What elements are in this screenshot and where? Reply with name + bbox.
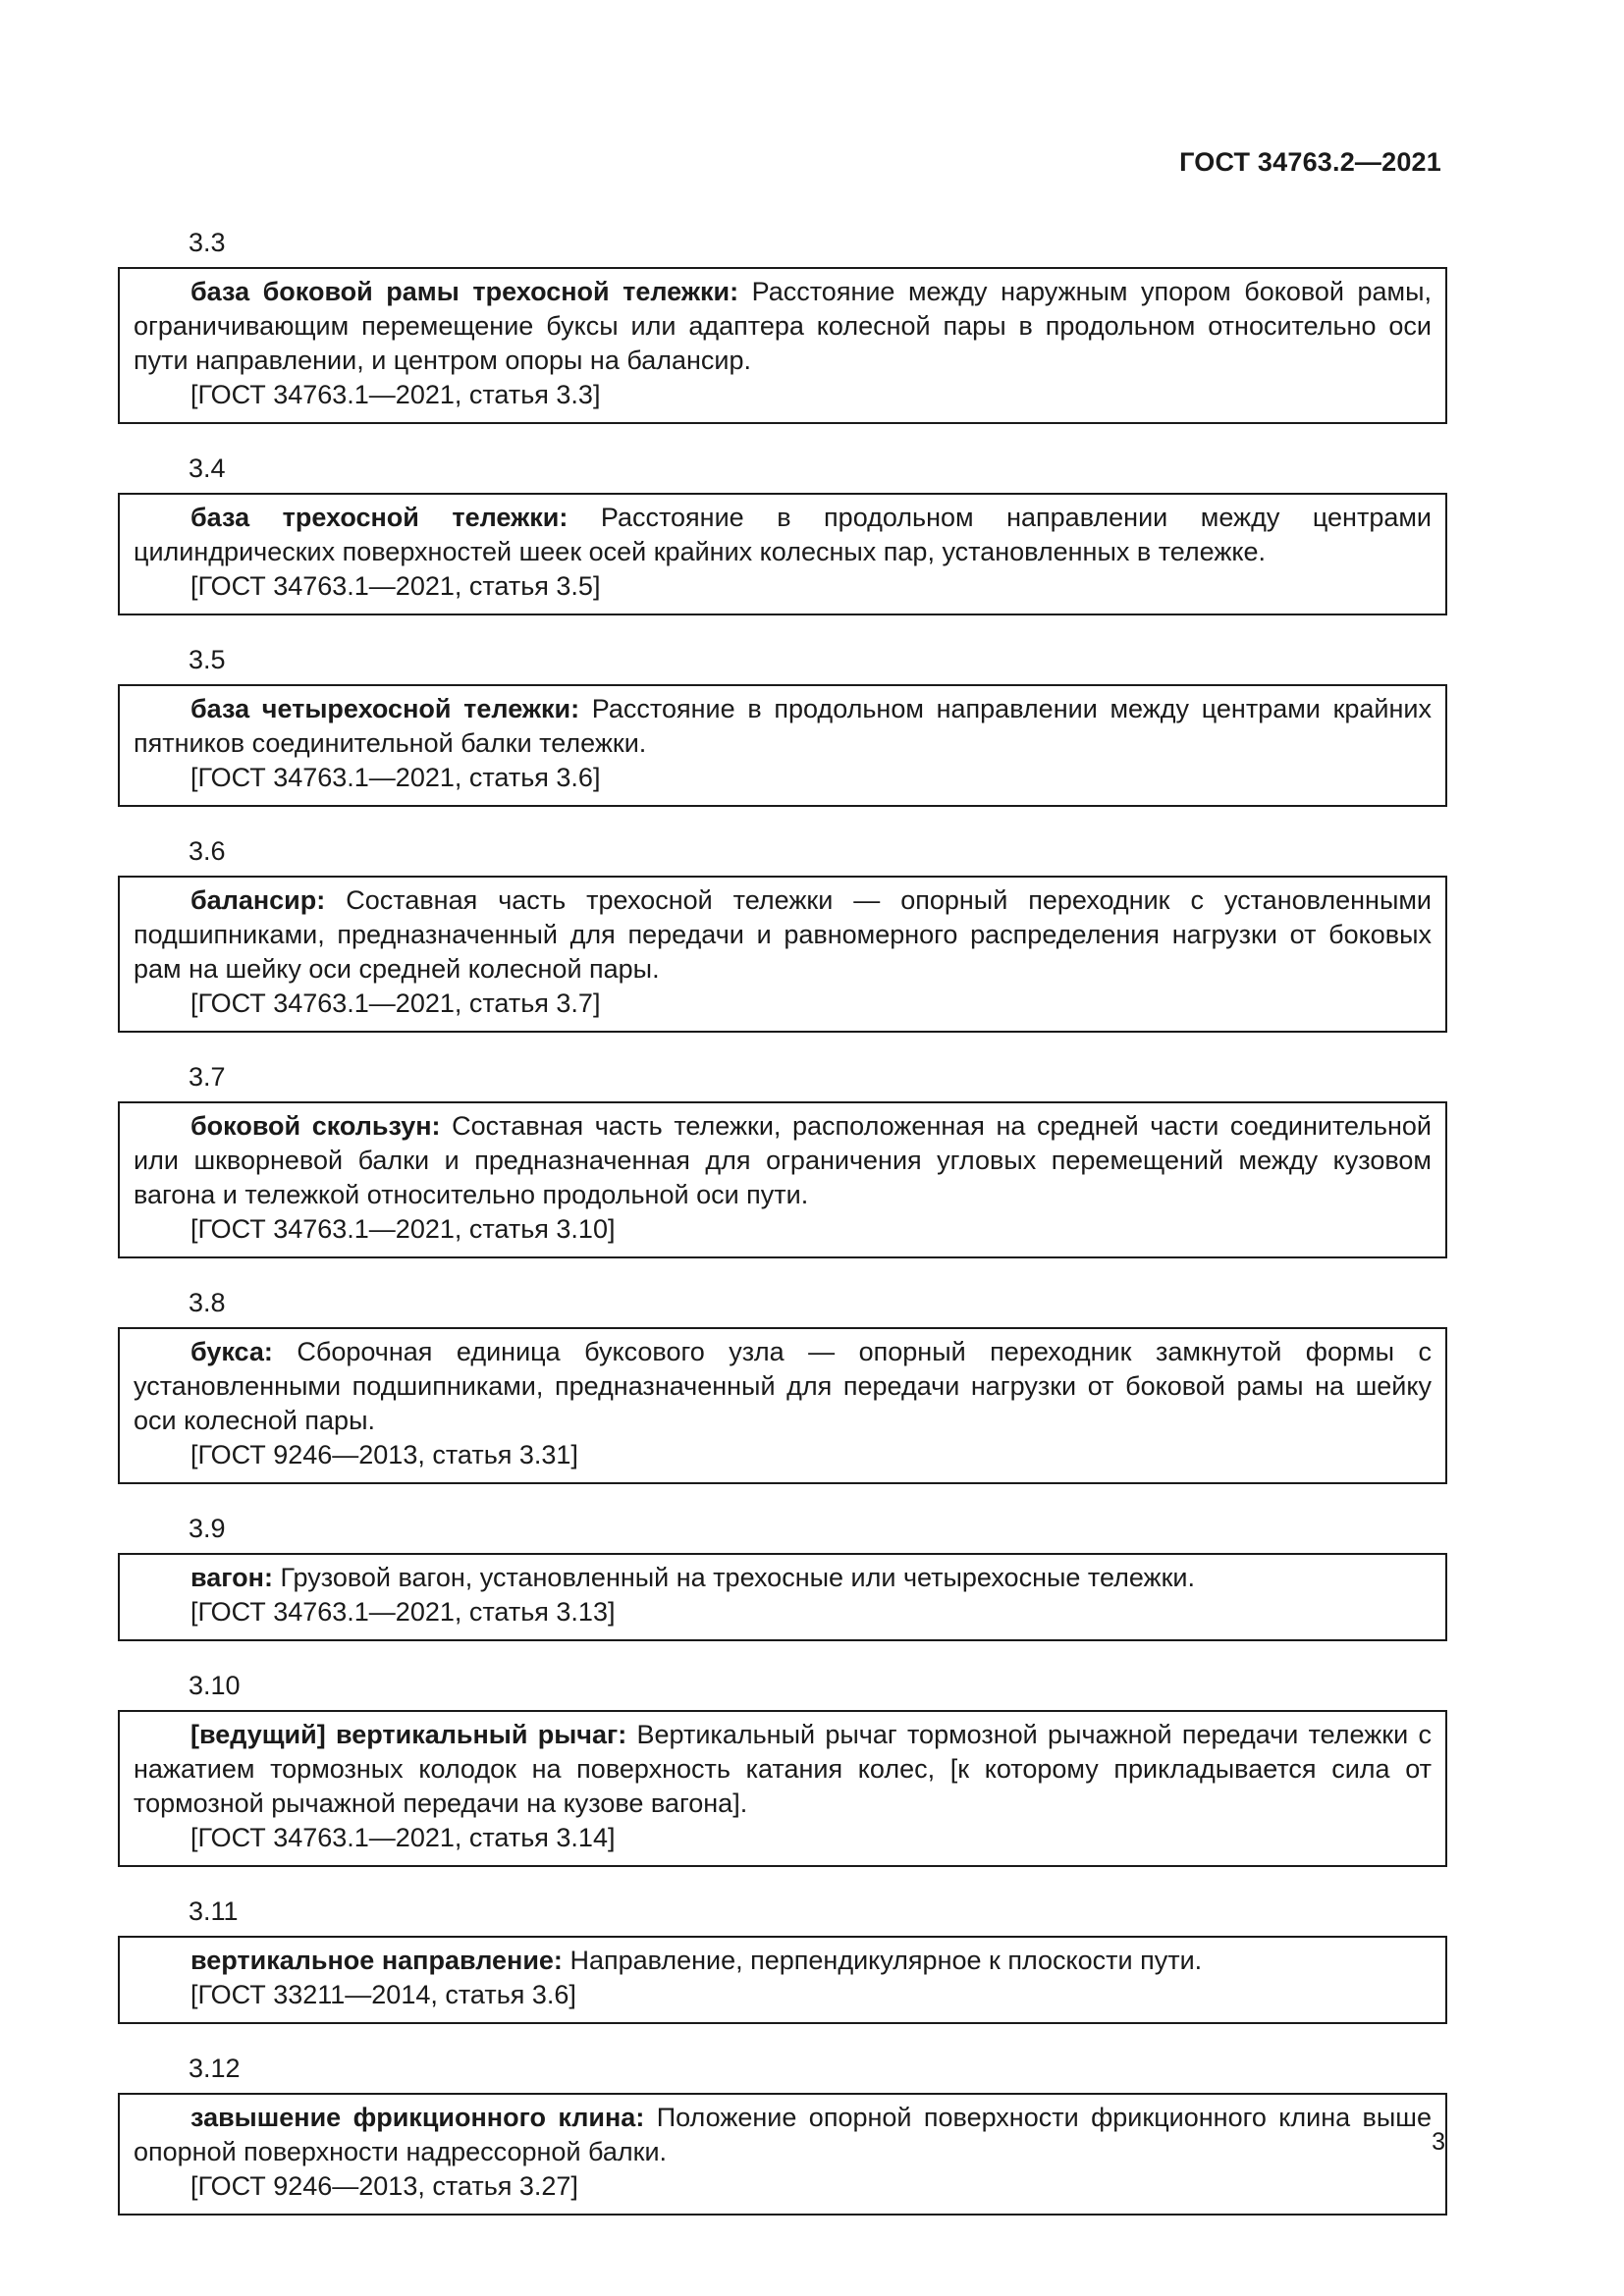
term-box (118, 1327, 1447, 1484)
term-box (118, 1710, 1447, 1867)
term-name: вертикальное направление: (190, 1946, 563, 1975)
term-definition-text: Грузовой вагон, установленный на трехосные или четырехосные тележки. (272, 1563, 1196, 1592)
term-source: [ГОСТ 34763.1—2021, статья 3.7] (190, 988, 601, 1018)
term-box (118, 1936, 1447, 2024)
term-source: [ГОСТ 34763.1—2021, статья 3.14] (190, 1823, 616, 1852)
term-source: [ГОСТ 34763.1—2021, статья 3.6] (190, 763, 601, 792)
term-definition-text: Составная часть тележки, расположенная на средней части соединительной или шкворневой балки и предназначенная для ограничения угловых перемещений между кузовом вагона и тележкой относительно продольной оси пути. (134, 1111, 1433, 1209)
term-number: 3.10 (189, 1671, 241, 1700)
term-number: 3.3 (189, 228, 226, 257)
term-entry (118, 2052, 1447, 2216)
term-name: база трехосной тележки: (190, 503, 568, 532)
term-definition-text: Расстояние в продольном направлении между центрами крайних пятников соединительной балки тележки. (134, 694, 1432, 758)
term-source: [ГОСТ 9246—2013, статья 3.31] (190, 1440, 578, 1469)
document-code-header: ГОСТ 34763.2—2021 (1179, 147, 1441, 177)
term-entry (118, 226, 1447, 424)
term-definition (134, 1335, 1432, 1438)
term-definition (134, 2101, 1432, 2169)
term-source: [ГОСТ 34763.1—2021, статья 3.13] (190, 1597, 616, 1627)
term-number: 3.7 (189, 1062, 226, 1092)
term-name: завышение фрикционного клина: (190, 2103, 645, 2132)
term-number: 3.5 (189, 645, 226, 674)
term-definition (134, 275, 1432, 378)
term-box (118, 876, 1447, 1033)
term-box (118, 1101, 1447, 1258)
term-entry (118, 1060, 1447, 1258)
term-name: база четырехосной тележки: (190, 694, 580, 723)
term-definition-text: Сборочная единица буксового узла — опорный переходник замкнутой формы с установленными подшипниками, предназначенный для передачи нагрузки от боковой рамы на шейку оси колесной пары. (134, 1337, 1432, 1435)
term-number: 3.9 (189, 1514, 226, 1543)
term-source: [ГОСТ 9246—2013, статья 3.27] (190, 2171, 578, 2201)
term-definition (134, 883, 1432, 987)
term-box (118, 684, 1447, 807)
terms-list (118, 226, 1447, 2216)
term-definition (134, 1718, 1432, 1821)
term-entry (118, 1286, 1447, 1484)
term-entry (118, 1895, 1447, 2024)
term-box (118, 1553, 1447, 1641)
term-definition (134, 1944, 1432, 1978)
term-entry (118, 1512, 1447, 1641)
term-definition-text: Расстояние между наружным упором боковой рамы, ограничивающим перемещение буксы или адаптера колесной пары в продольном относительно оси пути направлении, и центром опоры на балансир. (134, 277, 1433, 375)
term-name: балансир: (190, 885, 326, 915)
term-source: [ГОСТ 34763.1—2021, статья 3.5] (190, 571, 601, 601)
term-name: [ведущий] вертикальный рычаг: (190, 1720, 627, 1749)
term-number: 3.11 (189, 1896, 239, 1926)
term-box (118, 2093, 1447, 2216)
term-entry (118, 643, 1447, 807)
term-box (118, 267, 1447, 424)
term-definition-text: Вертикальный рычаг тормозной рычажной передачи тележки с нажатием тормозных колодок на поверхность катания колес, [к которому прикладывается сила от тормозной рычажной передачи на кузове вагона]. (134, 1720, 1432, 1818)
term-definition (134, 501, 1432, 569)
term-definition-text: Составная часть трехосной тележки — опорный переходник с установленными подшипниками, предназначенный для передачи и равномерного распределения нагрузки от боковых рам на шейку оси средней колесной пары. (134, 885, 1432, 984)
term-name: вагон: (190, 1563, 273, 1592)
term-name: боковой скользун: (190, 1111, 441, 1141)
page-number: 3 (1432, 2128, 1445, 2156)
term-number: 3.4 (189, 454, 226, 483)
term-entry (118, 834, 1447, 1033)
term-definition-text: Направление, перпендикулярное к плоскости пути. (562, 1946, 1203, 1975)
term-definition (134, 1561, 1432, 1595)
term-number: 3.8 (189, 1288, 226, 1317)
term-definition (134, 692, 1432, 761)
term-entry (118, 1669, 1447, 1867)
term-name: букса: (190, 1337, 273, 1366)
term-name: база боковой рамы трехосной тележки: (190, 277, 739, 306)
term-definition-text: Положение опорной поверхности фрикционного клина выше опорной поверхности надрессорной балки. (134, 2103, 1432, 2166)
term-box (118, 493, 1447, 615)
term-number: 3.6 (189, 836, 226, 866)
term-source: [ГОСТ 34763.1—2021, статья 3.10] (190, 1214, 616, 1244)
term-entry (118, 452, 1447, 615)
term-number: 3.12 (189, 2054, 241, 2083)
term-source: [ГОСТ 34763.1—2021, статья 3.3] (190, 380, 601, 409)
term-definition (134, 1109, 1432, 1212)
term-source: [ГОСТ 33211—2014, статья 3.6] (190, 1980, 576, 2009)
term-definition-text: Расстояние в продольном направлении между центрами цилиндрических поверхностей шеек осей крайних колесных пар, установленных в тележке. (134, 503, 1432, 566)
